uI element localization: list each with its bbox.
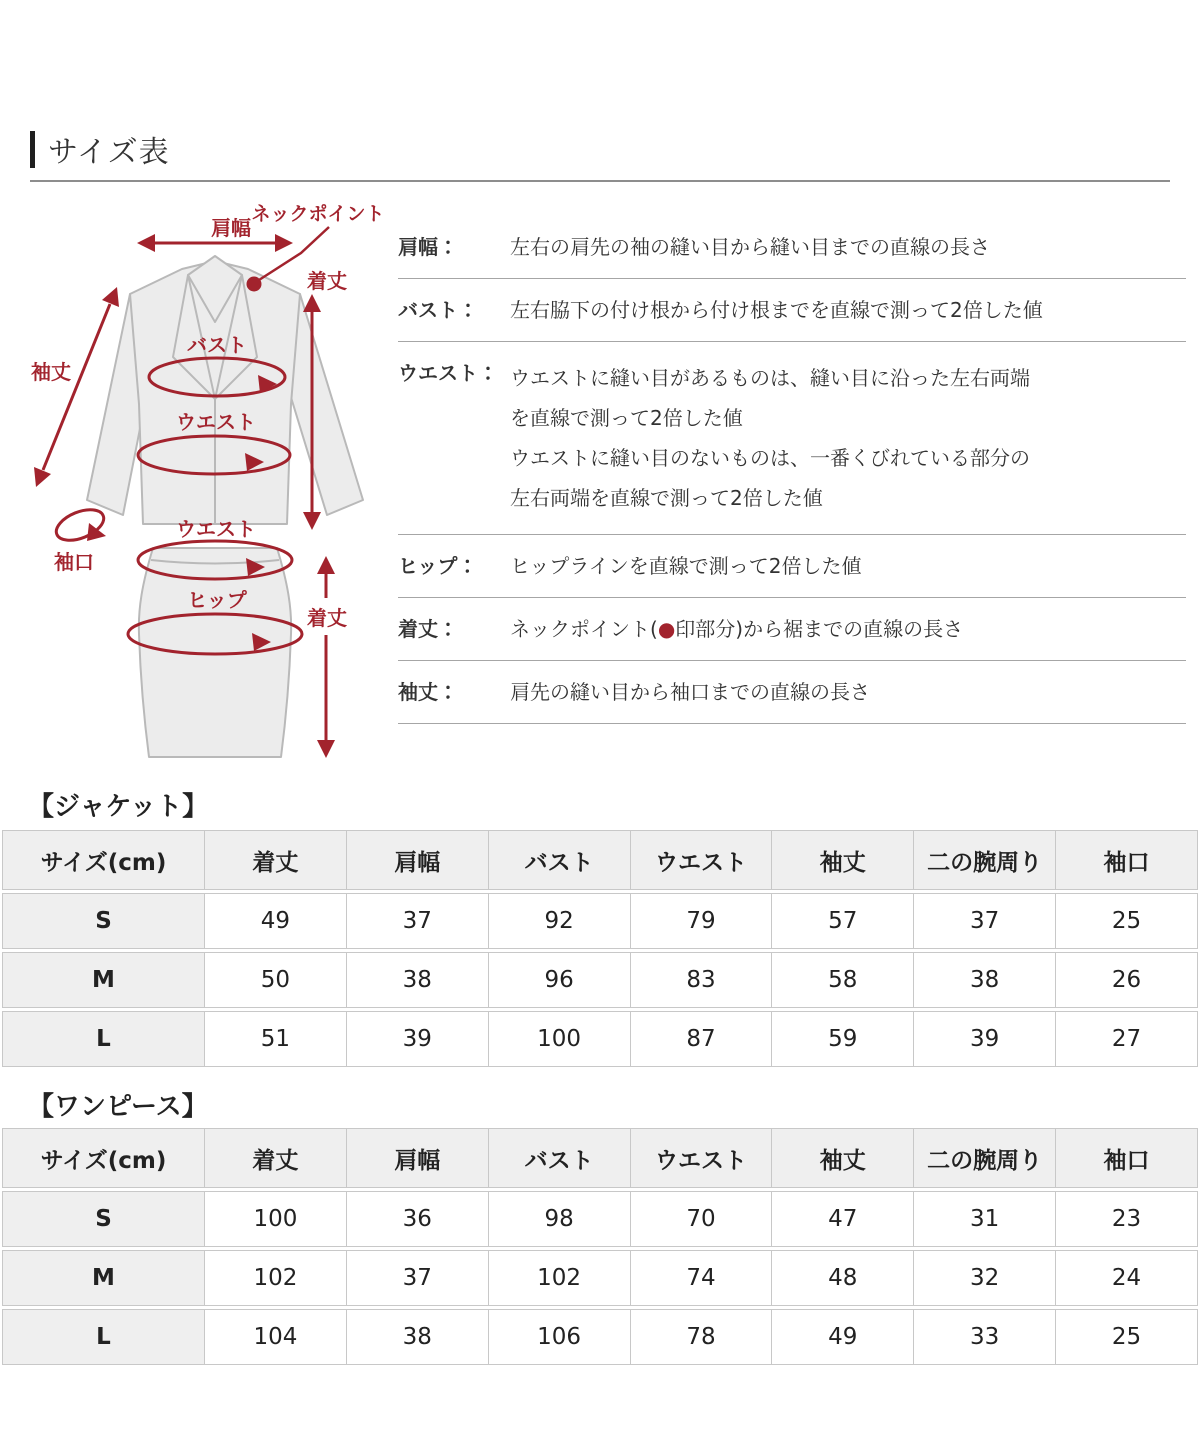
value-cell: 36 [347,1191,489,1247]
value-cell: 92 [489,893,631,949]
header-cell-sleeve: 袖丈 [772,830,914,890]
measurement-diagram [30,194,410,784]
value-cell: 38 [347,1309,489,1365]
size-cell: S [2,1191,205,1247]
header-cell-cuff: 袖口 [1056,830,1198,890]
shoulder-width-label: 肩幅 [211,216,251,240]
value-cell: 83 [631,952,773,1008]
table-row-l [2,1011,1198,1067]
header-cell-length: 着丈 [205,830,347,890]
value-cell: 87 [631,1011,773,1067]
value-cell: 98 [489,1191,631,1247]
value-cell: 70 [631,1191,773,1247]
arrowhead [34,467,51,487]
size-cell: L [2,1011,205,1067]
arrowhead [137,234,155,252]
value-cell: 96 [489,952,631,1008]
jacket-length-label: 着丈 [307,269,347,293]
table-row-m [2,1250,1198,1306]
arrowhead [303,294,321,312]
header-cell-shoulder: 肩幅 [347,1128,489,1188]
value-cell: 32 [914,1250,1056,1306]
size-cell: M [2,952,205,1008]
arrowhead [275,234,293,252]
neck-point-label: ネックポイント [251,203,385,225]
value-cell: 27 [1056,1011,1198,1067]
definition-row-shoulder [398,216,1186,279]
cuff-label: 袖口 [54,550,94,574]
definition-term: ウエスト： [398,361,498,385]
header-cell-shoulder: 肩幅 [347,830,489,890]
value-cell: 106 [489,1309,631,1365]
table-row-m [2,952,1198,1008]
definition-desc: 肩先の縫い目から袖口までの直線の長さ [510,680,870,704]
header-cell-sleeve: 袖丈 [772,1128,914,1188]
sleeve-length-label: 袖丈 [31,360,71,384]
page-title: サイズ表 [48,135,170,170]
value-cell: 25 [1056,893,1198,949]
header-cell-waist: ウエスト [631,1128,773,1188]
header-cell-upperarm: 二の腕周り [914,1128,1056,1188]
definition-term: 袖丈： [398,680,458,704]
value-cell: 51 [205,1011,347,1067]
table-row-s [2,1191,1198,1247]
title-accent-bar [30,131,35,168]
header-cell-length: 着丈 [205,1128,347,1188]
value-cell: 37 [914,893,1056,949]
definition-row-waist [398,342,1186,535]
cuff-ellipse [52,504,108,547]
size-table-onepiece [2,1125,1198,1368]
value-cell: 49 [205,893,347,949]
definition-term: 着丈： [398,617,458,641]
table-header-row [2,830,1198,890]
table-header-row [2,1128,1198,1188]
value-cell: 74 [631,1250,773,1306]
value-cell: 100 [489,1011,631,1067]
header-cell-waist: ウエスト [631,830,773,890]
size-table-jacket [2,827,1198,1070]
value-cell: 50 [205,952,347,1008]
size-cell: M [2,1250,205,1306]
definition-term: ヒップ： [398,554,478,578]
value-cell: 104 [205,1309,347,1365]
value-cell: 37 [347,1250,489,1306]
jacket-waist-label: ウエスト [176,410,256,434]
page-title-block [30,127,170,171]
value-cell: 37 [347,893,489,949]
arrowhead [317,740,335,758]
value-cell: 38 [347,952,489,1008]
header-cell-size: サイズ(cm) [2,830,205,890]
hip-label: ヒップ [187,588,247,612]
neck-point-dot [247,277,262,292]
arrowhead [317,556,335,574]
arrowhead [102,287,119,307]
definition-desc: ネックポイント(●印部分)から裾までの直線の長さ [510,617,964,641]
definition-desc: ヒップラインを直線で測って2倍した値 [510,554,862,578]
value-cell: 33 [914,1309,1056,1365]
value-cell: 57 [772,893,914,949]
definition-desc: 左右脇下の付け根から付け根までを直線で測って2倍した値 [510,298,1043,322]
value-cell: 47 [772,1191,914,1247]
definition-term: バスト： [398,298,478,322]
value-cell: 78 [631,1309,773,1365]
value-cell: 59 [772,1011,914,1067]
bust-label: バスト [187,333,247,357]
header-cell-size: サイズ(cm) [2,1128,205,1188]
value-cell: 25 [1056,1309,1198,1365]
definition-term: 肩幅： [398,235,458,259]
definition-desc: ウエストに縫い目があるものは、縫い目に沿った左右両端 を直線で測って2倍した値 ウエストに縫い目のないものは、一番くびれている部分の 左右両端を直線で測って2倍した値 [510,366,1030,510]
neck-point-dot-glyph: ● [657,617,676,641]
value-cell: 39 [914,1011,1056,1067]
size-cell: L [2,1309,205,1365]
definition-row-bust [398,279,1186,342]
value-cell: 58 [772,952,914,1008]
value-cell: 24 [1056,1250,1198,1306]
arrowhead [87,523,106,541]
definition-row-length [398,598,1186,661]
value-cell: 79 [631,893,773,949]
jacket-section-title: 【ジャケット】 [28,792,209,822]
value-cell: 26 [1056,952,1198,1008]
value-cell: 38 [914,952,1056,1008]
title-divider [30,180,1170,182]
header-cell-bust: バスト [489,1128,631,1188]
value-cell: 23 [1056,1191,1198,1247]
value-cell: 100 [205,1191,347,1247]
value-cell: 49 [772,1309,914,1365]
skirt-length-label: 着丈 [307,606,347,630]
header-cell-upperarm: 二の腕周り [914,830,1056,890]
definition-row-hip [398,535,1186,598]
arrowhead [303,512,321,530]
skirt-waist-label: ウエスト [176,517,256,541]
value-cell: 102 [489,1250,631,1306]
table-row-s [2,893,1198,949]
value-cell: 102 [205,1250,347,1306]
table-row-l [2,1309,1198,1365]
value-cell: 48 [772,1250,914,1306]
header-cell-cuff: 袖口 [1056,1128,1198,1188]
size-cell: S [2,893,205,949]
value-cell: 31 [914,1191,1056,1247]
value-cell: 39 [347,1011,489,1067]
onepiece-section-title: 【ワンピース】 [28,1092,208,1122]
measurement-definitions [398,216,1186,724]
header-cell-bust: バスト [489,830,631,890]
definition-desc: 左右の肩先の袖の縫い目から縫い目までの直線の長さ [510,235,990,259]
definition-row-sleeve [398,661,1186,724]
